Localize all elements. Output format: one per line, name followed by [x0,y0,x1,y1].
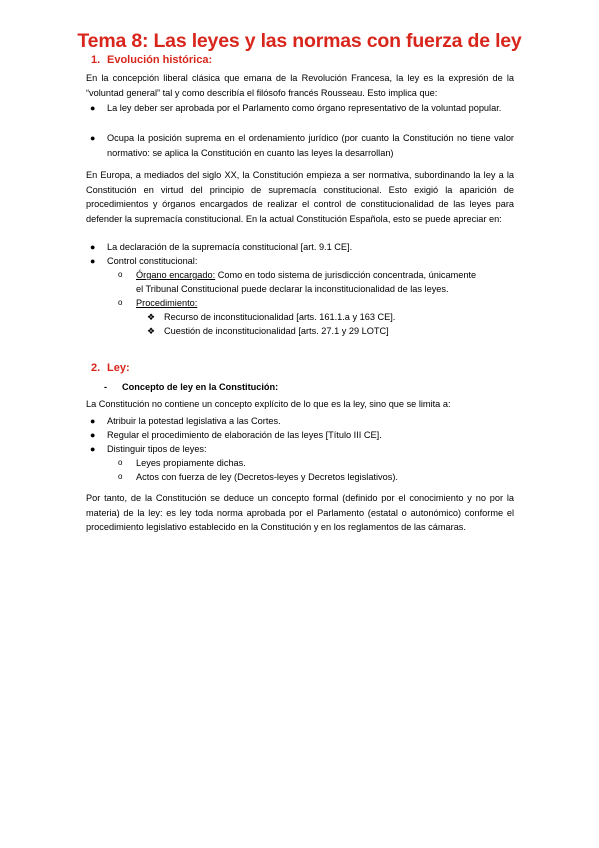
section-2-bullet-2: Regular el procedimiento de elaboración de las leyes [Título III CE]. [107,430,382,440]
proc-item-1: Recurso de inconstitucionalidad [arts. 161.1.a y 163 CE]. [164,312,396,322]
bullet-icon: ● [90,416,96,426]
circle-bullet-icon: o [118,458,123,467]
dash-bullet-icon: - [104,382,108,392]
organo-label: Órgano encargado: [136,270,216,280]
organo-text-2: el Tribunal Constitucional puede declarar la inconstitucionalidad de las leyes. [136,284,449,294]
circle-bullet-icon: o [118,298,123,307]
circle-bullet-icon: o [118,472,123,481]
bullet-icon: ● [90,430,96,440]
section-1-bullet2-1: La declaración de la supremacía constitucional [art. 9.1 CE]. [107,242,353,252]
section-1-bullet-2: Ocupa la posición suprema en el ordenamiento jurídico (por cuanto la Constitución no tiene valor normativo: se aplica la Constitución en cuanto las leyes la desarrollan) [107,133,514,158]
section-1-para-2: En Europa, a mediados del siglo XX, la Constitución empieza a ser normativa, subordinando la ley a la Constitución en virtud del principio de supremacía constitucional. Esto exigió la aparición de procedimientos y órganos encargados de realizar el control de constitucionalidad de las leyes para defender la supremacía constitucional. En la actual Constitución Española, esto se puede apreciar en: [86,170,514,224]
procedimiento-label: Procedimiento: [136,298,198,308]
bullet-icon: ● [90,444,96,454]
section-1-heading-text: Evolución histórica: [107,54,213,66]
section-2-sub-item-1: Leyes propiamente dichas. [136,458,246,468]
diamond-bullet-icon: ❖ [147,326,156,336]
organo-line-1 [136,268,476,283]
section-2-intro: La Constitución no contiene un concepto explícito de lo que es la ley, sino que se limita a: [86,399,451,409]
circle-bullet-icon: o [118,270,123,279]
section-2-subheading: Concepto de ley en la Constitución: [122,382,279,392]
section-1-bullet-1: La ley deber ser aprobada por el Parlamento como órgano representativo de la voluntad popular. [107,103,502,113]
section-1-intro: En la concepción liberal clásica que emana de la Revolución Francesa, la ley es la expresión de la “voluntad general” tal y como describía el filósofo francés Rousseau. Esto implica que: [86,73,514,98]
organo-text-1: Como en todo sistema de jurisdicción concentrada, únicamente [215,270,477,280]
section-2-heading [91,362,130,374]
section-2-sub-item-2: Actos con fuerza de ley (Decretos-leyes y Decretos legislativos). [136,472,398,482]
section-1-heading [91,54,212,66]
bullet-icon: ● [90,103,96,113]
section-2-bullet-1: Atribuir la potestad legislativa a las Cortes. [107,416,281,426]
section-1-bullet2-2: Control constitucional: [107,256,198,266]
document-title: Tema 8: Las leyes y las normas con fuerza de ley [77,30,522,52]
section-2-number: 2. [91,362,101,374]
section-2-heading-text: Ley: [107,362,130,374]
section-2-bullet-3: Distinguir tipos de leyes: [107,444,207,454]
bullet-icon: ● [90,256,96,266]
bullet-icon: ● [90,242,96,252]
proc-item-2: Cuestión de inconstitucionalidad [arts. 27.1 y 29 LOTC] [164,326,389,336]
diamond-bullet-icon: ❖ [147,312,156,322]
section-1-number: 1. [91,54,101,66]
section-2-conclusion: Por tanto, de la Constitución se deduce un concepto formal (definido por el conocimiento y no por la materia) de la ley: es ley toda norma aprobada por el Parlamento (estatal o autonómico) conforme el procedimiento legislativo establecido en la Constitución y en los reglamentos de las cámaras. [86,493,514,532]
bullet-icon: ● [90,133,96,143]
